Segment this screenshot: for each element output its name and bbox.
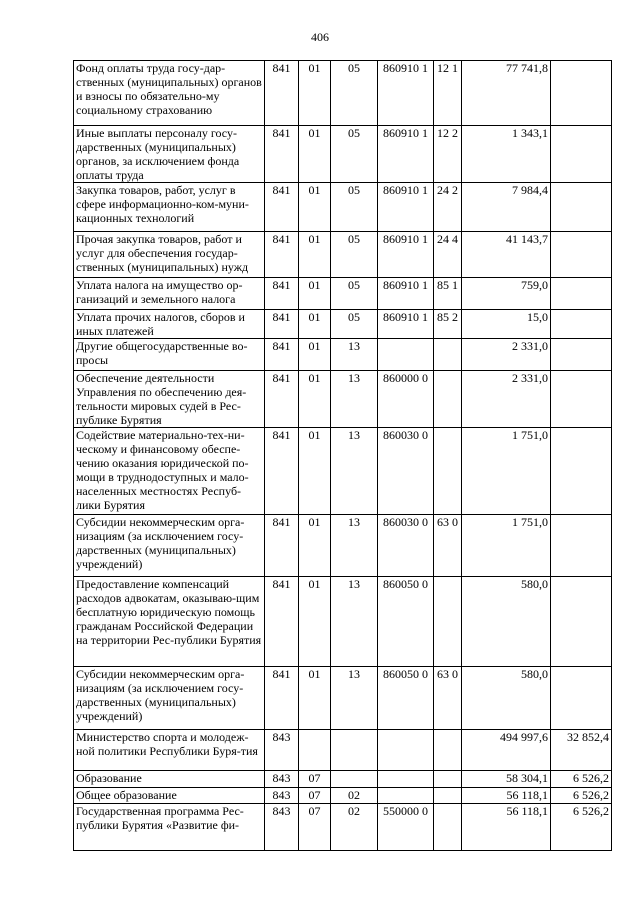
table-body (74, 61, 612, 851)
cell-expense-type-code: 85 2 (434, 310, 462, 339)
cell-additional-amount (551, 428, 612, 515)
table-row (74, 371, 612, 428)
cell-description: Фонд оплаты труда госу-дар-ственных (муниципальных) органов и взносы по обязательно-му социальному страхованию (74, 61, 265, 126)
cell-description: Обеспечение деятельности Управления по обеспечению дея-тельности мировых судей в Рес-публике Бурятия (74, 371, 265, 428)
cell-amount: 1 751,0 (462, 428, 551, 515)
cell-section-code: 01 (299, 310, 331, 339)
cell-amount: 2 331,0 (462, 371, 551, 428)
cell-amount: 15,0 (462, 310, 551, 339)
cell-target-article-code: 550000 0 (378, 804, 434, 851)
table-row (74, 577, 612, 667)
cell-additional-amount: 6 526,2 (551, 771, 612, 788)
cell-expense-type-code: 63 0 (434, 667, 462, 730)
cell-additional-amount (551, 339, 612, 371)
cell-additional-amount (551, 515, 612, 577)
cell-ministry-code: 841 (265, 515, 299, 577)
cell-expense-type-code: 12 2 (434, 126, 462, 183)
cell-ministry-code: 841 (265, 278, 299, 310)
cell-ministry-code: 841 (265, 61, 299, 126)
cell-additional-amount: 6 526,2 (551, 804, 612, 851)
cell-description: Субсидии некоммерческим орга-низациям (за исключением госу-дарственных (муниципальных) учреждений) (74, 515, 265, 577)
cell-description: Другие общегосударственные во-просы (74, 339, 265, 371)
cell-amount: 7 984,4 (462, 183, 551, 232)
cell-subsection-code: 05 (331, 278, 378, 310)
table-row (74, 788, 612, 804)
cell-section-code: 01 (299, 577, 331, 667)
cell-expense-type-code: 85 1 (434, 278, 462, 310)
cell-section-code: 07 (299, 771, 331, 788)
cell-subsection-code: 13 (331, 515, 378, 577)
cell-additional-amount (551, 577, 612, 667)
cell-additional-amount: 32 852,4 (551, 730, 612, 771)
cell-amount: 56 118,1 (462, 788, 551, 804)
cell-description: Прочая закупка товаров, работ и услуг для обеспечения государ-ственных (муниципальных) нужд (74, 232, 265, 278)
cell-target-article-code (378, 339, 434, 371)
cell-additional-amount (551, 232, 612, 278)
cell-amount: 2 331,0 (462, 339, 551, 371)
cell-target-article-code: 860030 0 (378, 428, 434, 515)
cell-ministry-code: 841 (265, 310, 299, 339)
cell-subsection-code: 05 (331, 310, 378, 339)
cell-ministry-code: 843 (265, 788, 299, 804)
page-number: 406 (311, 30, 329, 44)
cell-expense-type-code: 24 4 (434, 232, 462, 278)
cell-ministry-code: 841 (265, 577, 299, 667)
cell-description: Иные выплаты персоналу госу-дарственных (муниципальных) органов, за исключением фонда оплаты труда (74, 126, 265, 183)
cell-expense-type-code (434, 428, 462, 515)
table-row (74, 730, 612, 771)
cell-section-code: 01 (299, 61, 331, 126)
cell-expense-type-code: 12 1 (434, 61, 462, 126)
table-row (74, 183, 612, 232)
cell-expense-type-code (434, 577, 462, 667)
budget-table (73, 60, 612, 851)
cell-additional-amount: 6 526,2 (551, 788, 612, 804)
cell-description: Субсидии некоммерческим орга-низациям (за исключением госу-дарственных (муниципальных) учреждений) (74, 667, 265, 730)
cell-expense-type-code (434, 804, 462, 851)
cell-additional-amount (551, 310, 612, 339)
cell-additional-amount (551, 183, 612, 232)
cell-target-article-code: 860910 1 (378, 310, 434, 339)
table-row (74, 61, 612, 126)
cell-section-code: 07 (299, 804, 331, 851)
cell-amount: 1 751,0 (462, 515, 551, 577)
cell-additional-amount (551, 371, 612, 428)
cell-subsection-code (331, 771, 378, 788)
cell-description: Уплата прочих налогов, сборов и иных платежей (74, 310, 265, 339)
cell-target-article-code: 860910 1 (378, 126, 434, 183)
cell-amount: 58 304,1 (462, 771, 551, 788)
cell-ministry-code: 843 (265, 771, 299, 788)
cell-ministry-code: 843 (265, 804, 299, 851)
table-row (74, 126, 612, 183)
table-row (74, 232, 612, 278)
cell-amount: 494 997,6 (462, 730, 551, 771)
cell-subsection-code: 13 (331, 428, 378, 515)
cell-ministry-code: 841 (265, 126, 299, 183)
table-row (74, 339, 612, 371)
cell-target-article-code: 860050 0 (378, 667, 434, 730)
cell-ministry-code: 841 (265, 183, 299, 232)
cell-subsection-code: 05 (331, 232, 378, 278)
cell-expense-type-code: 24 2 (434, 183, 462, 232)
cell-amount: 1 343,1 (462, 126, 551, 183)
cell-subsection-code: 13 (331, 339, 378, 371)
cell-expense-type-code (434, 730, 462, 771)
table-row (74, 667, 612, 730)
cell-description: Предоставление компенсаций расходов адвокатам, оказываю-щим бесплатную юридическую помощь гражданам Российской Федерации на территории Рес-публики Бурятия (74, 577, 265, 667)
cell-target-article-code: 860910 1 (378, 232, 434, 278)
cell-amount: 41 143,7 (462, 232, 551, 278)
cell-section-code: 01 (299, 339, 331, 371)
cell-amount: 56 118,1 (462, 804, 551, 851)
cell-target-article-code: 860000 0 (378, 371, 434, 428)
cell-section-code: 01 (299, 667, 331, 730)
cell-target-article-code (378, 788, 434, 804)
cell-description: Министерство спорта и молодеж-ной политики Республики Буря-тия (74, 730, 265, 771)
cell-target-article-code (378, 771, 434, 788)
cell-target-article-code: 860910 1 (378, 61, 434, 126)
table-row (74, 428, 612, 515)
cell-target-article-code: 860050 0 (378, 577, 434, 667)
cell-additional-amount (551, 126, 612, 183)
cell-section-code: 01 (299, 232, 331, 278)
cell-section-code: 01 (299, 515, 331, 577)
cell-section-code: 01 (299, 278, 331, 310)
cell-section-code: 01 (299, 428, 331, 515)
cell-subsection-code: 05 (331, 183, 378, 232)
cell-description: Государственная программа Рес-публики Бурятия «Развитие фи- (74, 804, 265, 851)
cell-description: Образование (74, 771, 265, 788)
cell-subsection-code: 13 (331, 371, 378, 428)
cell-description: Общее образование (74, 788, 265, 804)
cell-expense-type-code (434, 371, 462, 428)
cell-target-article-code: 860910 1 (378, 183, 434, 232)
table-row (74, 804, 612, 851)
table-row (74, 278, 612, 310)
table-row (74, 771, 612, 788)
cell-expense-type-code (434, 788, 462, 804)
cell-ministry-code: 841 (265, 371, 299, 428)
cell-expense-type-code (434, 339, 462, 371)
cell-expense-type-code: 63 0 (434, 515, 462, 577)
cell-subsection-code: 13 (331, 577, 378, 667)
cell-section-code (299, 730, 331, 771)
cell-ministry-code: 841 (265, 339, 299, 371)
cell-section-code: 07 (299, 788, 331, 804)
table-row (74, 515, 612, 577)
cell-subsection-code (331, 730, 378, 771)
cell-additional-amount (551, 667, 612, 730)
cell-ministry-code: 841 (265, 667, 299, 730)
cell-target-article-code (378, 730, 434, 771)
cell-amount: 77 741,8 (462, 61, 551, 126)
cell-subsection-code: 05 (331, 61, 378, 126)
cell-subsection-code: 02 (331, 788, 378, 804)
cell-subsection-code: 05 (331, 126, 378, 183)
cell-additional-amount (551, 278, 612, 310)
cell-section-code: 01 (299, 126, 331, 183)
cell-amount: 580,0 (462, 667, 551, 730)
cell-description: Уплата налога на имущество ор-ганизаций и земельного налога (74, 278, 265, 310)
cell-subsection-code: 13 (331, 667, 378, 730)
cell-ministry-code: 841 (265, 232, 299, 278)
cell-target-article-code: 860910 1 (378, 278, 434, 310)
cell-subsection-code: 02 (331, 804, 378, 851)
cell-description: Содействие материально-тех-ни-ческому и финансовому обеспе-чению оказания юридической по-мощи в труднодоступных и мало-населенных местностях Респуб-лики Бурятия (74, 428, 265, 515)
table-row (74, 310, 612, 339)
cell-section-code: 01 (299, 183, 331, 232)
cell-amount: 759,0 (462, 278, 551, 310)
cell-ministry-code: 843 (265, 730, 299, 771)
cell-section-code: 01 (299, 371, 331, 428)
cell-expense-type-code (434, 771, 462, 788)
cell-ministry-code: 841 (265, 428, 299, 515)
cell-amount: 580,0 (462, 577, 551, 667)
cell-additional-amount (551, 61, 612, 126)
cell-target-article-code: 860030 0 (378, 515, 434, 577)
cell-description: Закупка товаров, работ, услуг в сфере информационно-ком-муни-кационных технологий (74, 183, 265, 232)
